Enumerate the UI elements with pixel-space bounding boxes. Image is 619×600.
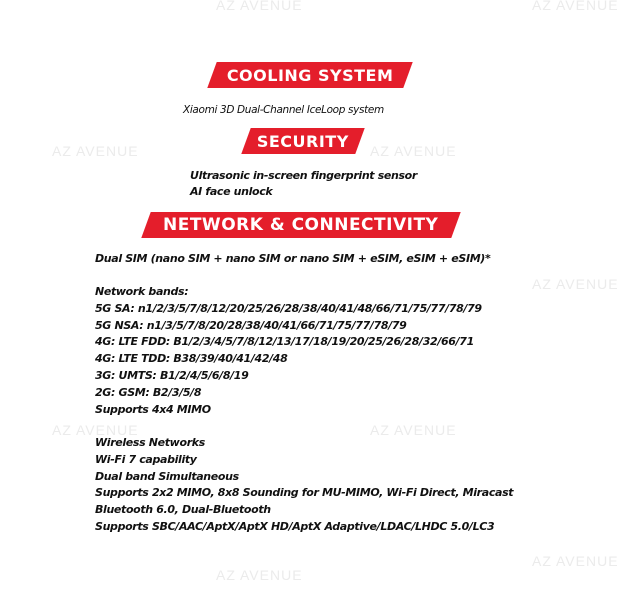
wireless-item: Wi-Fi 7 capability <box>95 452 197 466</box>
watermark: AZ AVENUE <box>370 143 457 159</box>
band-item: 2G: GSM: B2/3/5/8 <box>95 385 202 399</box>
watermark: AZ AVENUE <box>52 422 139 438</box>
watermark: AZ AVENUE <box>532 553 619 569</box>
watermark: AZ AVENUE <box>216 0 303 13</box>
security-item: AI face unlock <box>190 185 273 198</box>
band-item: 5G NSA: n1/3/5/7/8/20/28/38/40/41/66/71/75/77/78/79 <box>95 318 407 332</box>
cooling-heading: COOLING SYSTEM <box>226 65 394 85</box>
wireless-title: Wireless Networks <box>95 436 205 449</box>
watermark: AZ AVENUE <box>532 276 619 292</box>
cooling-heading-banner <box>207 62 412 88</box>
network-heading-banner <box>141 212 460 238</box>
watermark: AZ AVENUE <box>52 143 139 159</box>
band-item: 3G: UMTS: B1/2/4/5/6/8/19 <box>95 368 249 382</box>
security-heading: SECURITY <box>257 131 349 151</box>
watermark: AZ AVENUE <box>532 0 619 13</box>
watermark: AZ AVENUE <box>216 567 303 583</box>
band-item: Supports 4x4 MIMO <box>95 402 211 416</box>
wireless-item: Supports SBC/AAC/AptX/AptX HD/AptX Adaptive/LDAC/LHDC 5.0/LC3 <box>95 519 495 533</box>
security-item: Ultrasonic in-screen fingerprint sensor <box>190 169 417 182</box>
network-heading: NETWORK & CONNECTIVITY <box>163 215 439 235</box>
wireless-item: Supports 2x2 MIMO, 8x8 Sounding for MU-MIMO, Wi-Fi Direct, Miracast <box>95 486 514 500</box>
network-bands-list <box>95 284 482 418</box>
security-heading-banner <box>241 128 364 154</box>
cooling-text: Xiaomi 3D Dual-Channel IceLoop system <box>183 104 384 116</box>
wireless-list <box>95 435 513 536</box>
bands-title: Network bands: <box>95 285 189 298</box>
wireless-item: Dual band Simultaneous <box>95 469 239 483</box>
sim-info: Dual SIM (nano SIM + nano SIM or nano SIM + eSIM, eSIM + eSIM)* <box>95 252 491 265</box>
band-item: 4G: LTE TDD: B38/39/40/41/42/48 <box>95 352 288 366</box>
band-item: 5G SA: n1/2/3/5/7/8/12/20/25/26/28/38/40/41/48/66/71/75/77/78/79 <box>95 301 482 315</box>
watermark: AZ AVENUE <box>370 422 457 438</box>
band-item: 4G: LTE FDD: B1/2/3/4/5/7/8/12/13/17/18/19/20/25/26/28/32/66/71 <box>95 335 474 349</box>
wireless-item: Bluetooth 6.0, Dual-Bluetooth <box>95 503 271 517</box>
